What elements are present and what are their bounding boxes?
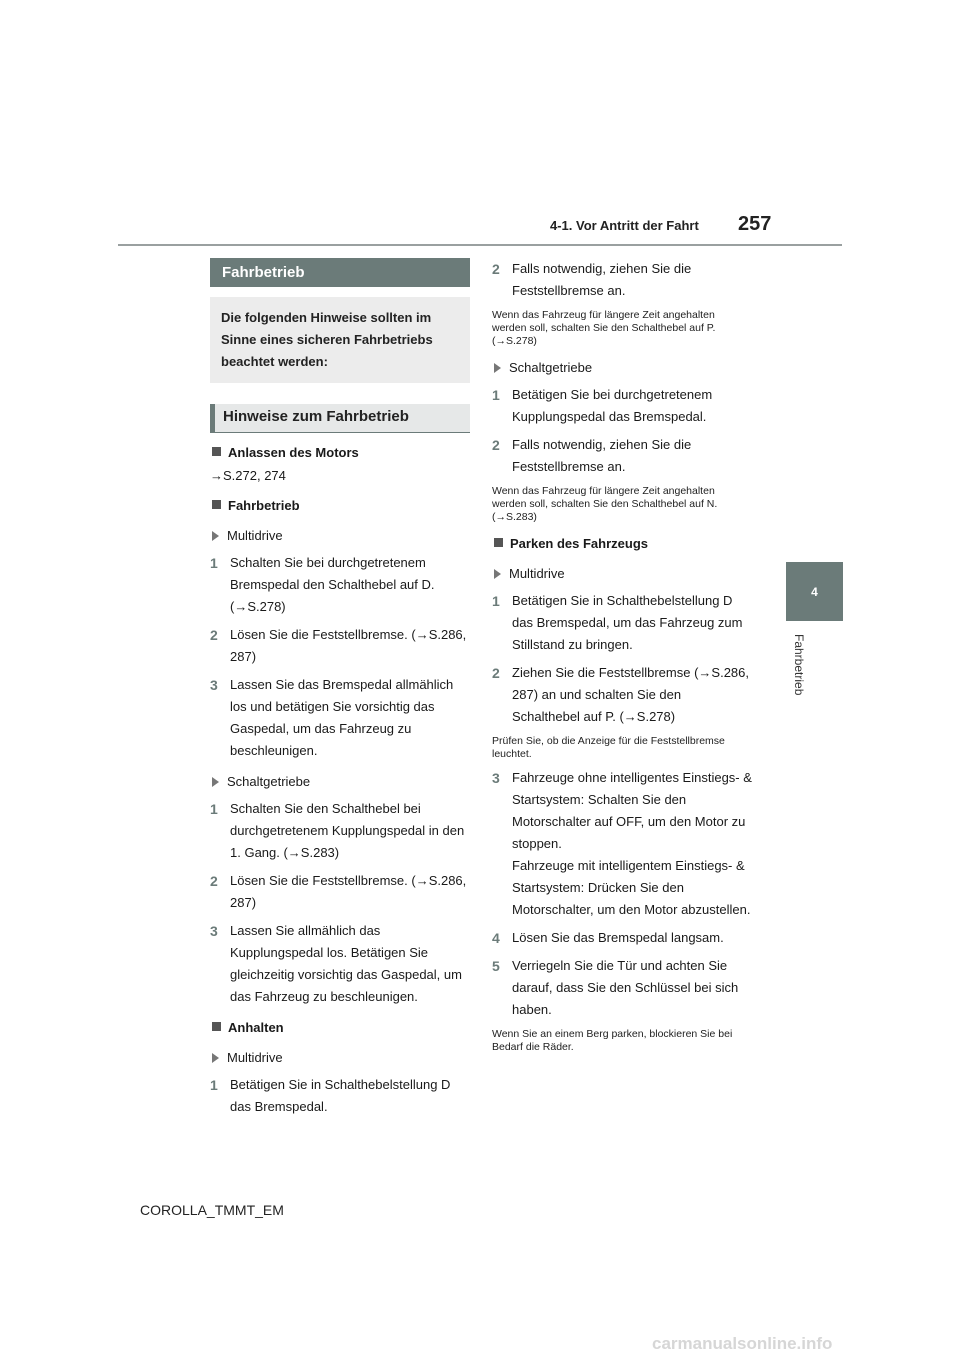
heading-fahrbetrieb: Fahrbetrieb (210, 496, 470, 516)
subheading-multidrive: Multidrive (210, 1048, 470, 1068)
square-bullet-icon (212, 500, 221, 509)
step-item: 1 Betätigen Sie in Schalthebelstellung D das Bremspedal. (210, 1077, 451, 1114)
step-item: 1 Betätigen Sie bei durchgetretenem Kupplungspedal das Bremspedal. (492, 387, 713, 424)
note-text: Prüfen Sie, ob die Anzeige für die Feststellbremse leuchtet. (492, 735, 725, 760)
subheading-multidrive: Multidrive (210, 526, 470, 546)
section-title: Fahrbetrieb (210, 258, 470, 287)
step-item: 5 Verriegeln Sie die Tür und achten Sie darauf, dass Sie den Schlüssel bei sich haben. (492, 958, 739, 1017)
subsection-title: Hinweise zum Fahrbetrieb (210, 404, 470, 433)
right-column (492, 252, 752, 1054)
step-item: 2 Lösen Sie die Feststellbremse. (→S.286, 287) (210, 873, 467, 910)
header-divider (118, 244, 842, 246)
step-item: 2 Ziehen Sie die Feststellbremse (→S.286, 287) an und schalten Sie den Schalthebel auf P. (→S.278) (492, 665, 749, 724)
subheading-schaltgetriebe: Schaltgetriebe (210, 772, 470, 792)
square-bullet-icon (494, 538, 503, 547)
step-item: 1 Schalten Sie bei durchgetretenem Bremspedal den Schalthebel auf D. (→S.278) (210, 555, 435, 614)
footer-model-code: COROLLA_TMMT_EM (140, 1202, 284, 1218)
left-column (210, 258, 470, 1118)
header-section-title: 4-1. Vor Antritt der Fahrt (550, 218, 699, 233)
heading-anhalten: Anhalten (210, 1018, 470, 1038)
note-text: Wenn das Fahrzeug für längere Zeit angehalten werden soll, schalten Sie den Schalthebel auf P. (→S.278) (492, 309, 716, 347)
step-item: 3 Lassen Sie das Bremspedal allmählich los und betätigen Sie vorsichtig das Gaspedal, um das Fahrzeug zu beschleunigen. (210, 677, 454, 758)
page-reference: →S.272, 274 (210, 468, 286, 483)
note-text: Wenn Sie an einem Berg parken, blockieren Sie bei Bedarf die Räder. (492, 1028, 733, 1053)
chapter-tab: 4 (786, 562, 843, 621)
subheading-schaltgetriebe: Schaltgetriebe (492, 358, 752, 378)
square-bullet-icon (212, 1022, 221, 1031)
page-number: 257 (738, 213, 772, 235)
square-bullet-icon (212, 447, 221, 456)
step-item: 3 Lassen Sie allmählich das Kupplungspedal los. Betätigen Sie gleichzeitig vorsichtig das Gaspedal, um das Fahrzeug zu beschleunigen. (210, 923, 462, 1004)
intro-box: Die folgenden Hinweise sollten im Sinne eines sicheren Fahrbetriebs beachtet werden: (210, 297, 470, 383)
watermark: carmanualsonline.info (652, 1334, 833, 1353)
heading-parken: Parken des Fahrzeugs (492, 534, 752, 554)
step-item: 2 Lösen Sie die Feststellbremse. (→S.286, 287) (210, 627, 467, 664)
heading-anlassen: Anlassen des Motors (210, 443, 470, 463)
step-item: 4 Lösen Sie das Bremspedal langsam. (492, 930, 724, 946)
step-item: 1 Betätigen Sie in Schalthebelstellung D das Bremspedal, um das Fahrzeug zum Stillstand zu bringen. (492, 593, 743, 652)
step-item: 3 Fahrzeuge ohne intelligentes Einstiegs- & Startsystem: Schalten Sie den Motorschalter auf OFF, um den Motor zu stoppen. Fahrzeuge mit intelligentem Einstiegs- & Startsystem: Drücken Sie den Motorschalter, um den Motor abzustellen. (492, 770, 752, 917)
triangle-bullet-icon (494, 363, 501, 373)
triangle-bullet-icon (212, 777, 219, 787)
chapter-tab-label: Fahrbetrieb (792, 634, 806, 696)
subheading-multidrive: Multidrive (492, 564, 752, 584)
triangle-bullet-icon (212, 531, 219, 541)
triangle-bullet-icon (212, 1053, 219, 1063)
triangle-bullet-icon (494, 569, 501, 579)
note-text: Wenn das Fahrzeug für längere Zeit angehalten werden soll, schalten Sie den Schalthebel auf N. (→S.283) (492, 485, 718, 523)
step-item: 2 Falls notwendig, ziehen Sie die Feststellbremse an. (492, 261, 692, 298)
step-item: 1 Schalten Sie den Schalthebel bei durchgetretenem Kupplungspedal in den 1. Gang. (→S.283) (210, 801, 465, 860)
step-item: 2 Falls notwendig, ziehen Sie die Feststellbremse an. (492, 437, 692, 474)
